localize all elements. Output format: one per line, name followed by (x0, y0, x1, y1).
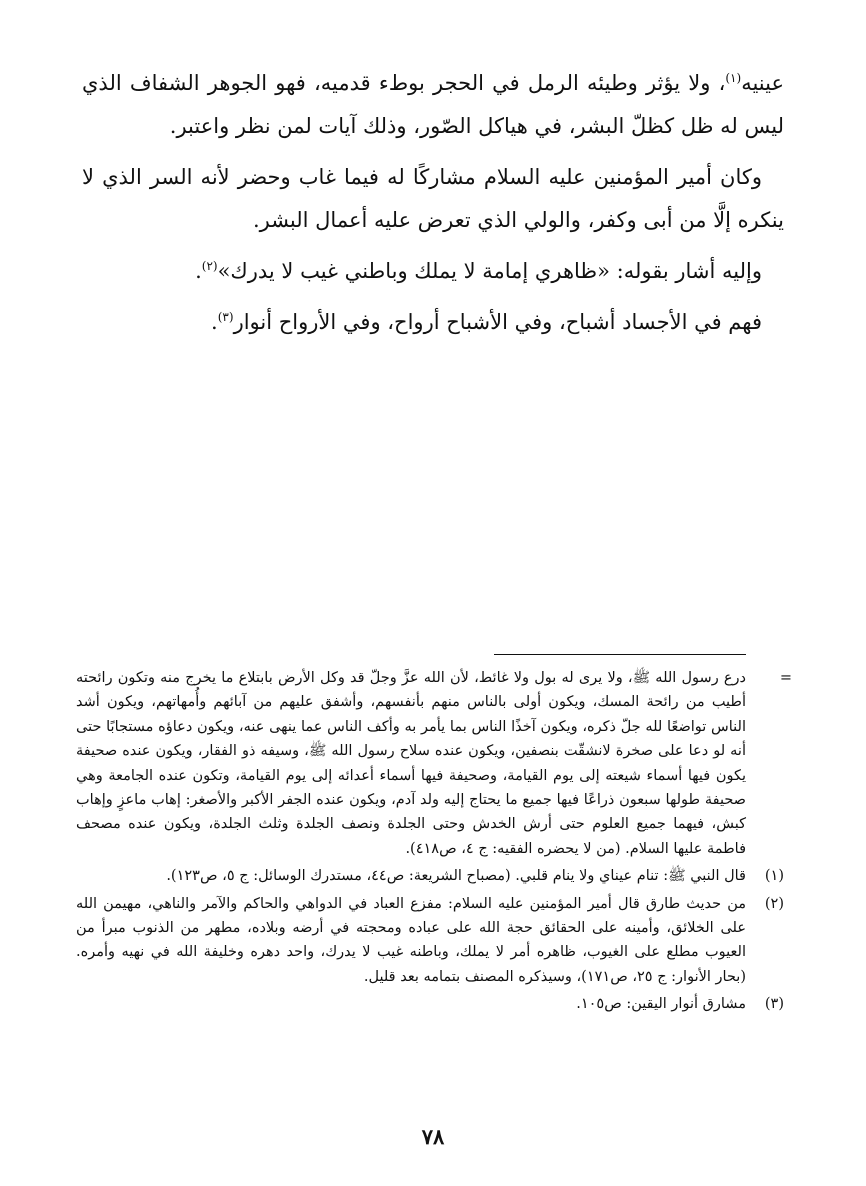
paragraph-2: وكان أمير المؤمنين عليه السلام مشاركًا له فيما غاب وحضر لأنه السر الذي لا ينكره إلَّا من أبى وكفر، والولي الذي تعرض عليه أعمال البشر. (82, 165, 784, 232)
footnote-continuation-text: درع رسول الله ﷺ، ولا يرى له بول ولا غائط، لأن الله عزَّ وجلّ قد وكل الأرض بابتلاع ما يخرج منه وتكون رائحته أطيب من رائحة المسك، ويكون أولى بالناس منهم بأنفسهم، وأشفق عليهم من آبائهم وأُمهاتهم، ويكون أشد الناس تواضعًا لله جلّ ذكره، ويكون آخذًا الناس بما يأمر به وأكف الناس عما ينهى عنه، ويكون دعاؤه مستجابًا حتى أنه لو دعا على صخرة لانشقّت بنصفين، ويكون عنده سلاح رسول الله ﷺ، وسيفه ذو الفقار، ويكون عنده صحيفة يكون فيها أسماء شيعته إلى يوم القيامة، وصحيفة فيها أسماء أعدائه إلى يوم القيامة، وتكون عنده الجامعة وهي صحيفة طولها سبعون ذراعًا فيها جميع ما يحتاج إليه ولد آدم، ويكون عنده الجفر الأكبر والأصغر: إهاب ماعزٍ وإهاب كبش، فيهما جميع العلوم حتى أرش الخدش وحتى الجلدة ونصف الجلدة وثلث الجلدة، ويكون عنده مصحف فاطمة عليها السلام. (من لا يحضره الفقيه: ج ٤، ص٤١٨). (76, 670, 746, 857)
footnote-1-text: قال النبي ﷺ: تنام عيناي ولا ينام قلبي. (مصباح الشريعة: ص٤٤، مستدرك الوسائل: ج ٥، ص١٢٣). (166, 868, 746, 885)
paragraph-1-start: عينيه (741, 71, 784, 95)
footnote-continuation (76, 666, 792, 861)
paragraph-4-text: فهم في الأجساد أشباح، وفي الأشباح أرواح، وفي الأرواح أنوار (233, 310, 762, 334)
footnotes-section (76, 666, 792, 1020)
paragraph-1-rest: ، ولا يؤثر وطيئه الرمل في الحجر بوطء قدميه، فهو الجوهر الشفاف الذي ليس له ظل كظلّ البشر، في هياكل الصّور، وذلك آيات لمن نظر واعتبر. (82, 71, 784, 138)
main-body-text (82, 62, 784, 352)
page-number: ٧٨ (421, 1124, 445, 1149)
footnote-2-text: من حديث طارق قال أمير المؤمنين عليه السلام: مفزع العباد في الدواهي والحاكم والآمر والناهي، مهيمن الله على الخلائق، وأمينه على الحقائق حجة الله على عباده ومحجته في أرضه وبلاده، مطهر من الذنوب مبرأ من العيوب مطلع على الغيوب، ظاهره أمر لا يملك، وباطنه غيب لا يدرك، واحد دهره وخليفة الله في نهيه وأمره. (بحار الأنوار: ج ٢٥، ص١٧١)، وسيذكره المصنف بتمامه بعد قليل. (76, 895, 746, 985)
footnote-2 (76, 892, 784, 990)
footnote-ref-2: (٢) (201, 259, 218, 273)
continuation-mark: = (779, 670, 792, 686)
footnote-3 (76, 992, 784, 1016)
footnote-divider (494, 654, 746, 655)
footnote-3-number: (٣) (764, 996, 784, 1013)
footnote-1-number: (١) (764, 868, 784, 885)
paragraph-3 (82, 250, 784, 293)
footnote-3-text: مشارق أنوار اليقين: ص١٠٥. (576, 996, 746, 1013)
footnote-2-number: (٢) (764, 895, 784, 912)
footnote-1 (76, 864, 784, 888)
footnote-ref-1: (١) (725, 71, 742, 85)
paragraph-4 (82, 301, 784, 344)
paragraph-4-end: . (211, 310, 218, 334)
footnote-ref-3: (٣) (217, 310, 234, 324)
paragraph-3-text: وإليه أشار بقوله: «ظاهري إمامة لا يملك وباطني غيب لا يدرك» (217, 259, 762, 283)
paragraph-1 (82, 62, 784, 148)
paragraph-3-end: . (195, 259, 202, 283)
